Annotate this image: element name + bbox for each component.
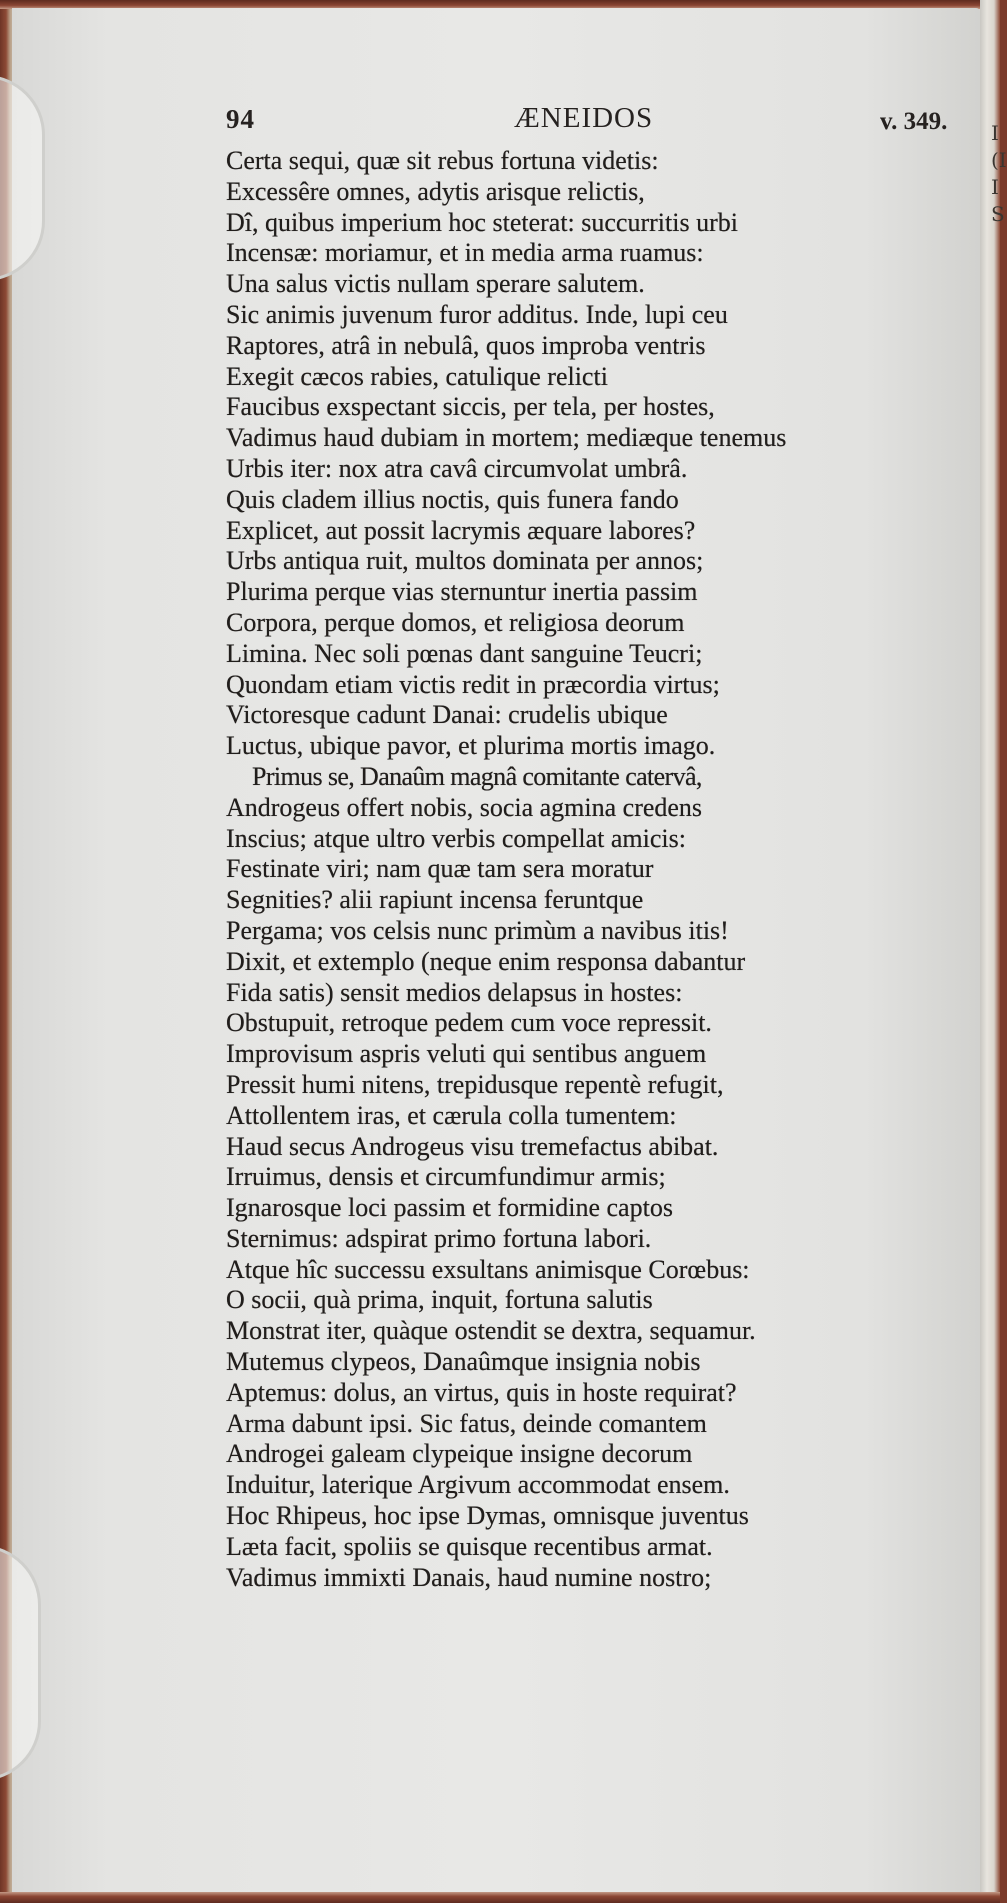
verse-line: O socii, quà prima, inquit, fortuna salutis [226,1285,653,1315]
verse-line: Androgei galeam clypeique insigne decorum [226,1439,693,1469]
verse-line: Attollentem iras, et cærula colla tumentem: [226,1100,677,1130]
binding-bottom [0,1892,1000,1903]
line-reference: v. 349. [880,108,948,135]
verse-line: Exegit cæcos rabies, catulique relicti [226,361,608,391]
verse-line: Androgeus offert nobis, socia agmina credens [226,792,703,822]
verse-line: Explicet, aut possit lacrymis æquare labores? [226,515,696,545]
verse-line: Monstrat iter, quàque ostendit se dextra, sequamur. [226,1316,756,1346]
verse-block [226,146,966,1593]
verse-line: Raptores, atrâ in nebulâ, quos improba ventris [226,330,706,360]
verse-line: Sic animis juvenum furor additus. Inde, lupi ceu [226,299,728,329]
verse-line: Aptemus: dolus, an virtus, quis in hoste requirat? [226,1377,737,1407]
verse-line: Certa sequi, quæ sit rebus fortuna videtis: [226,146,659,175]
verse-line: Improvisum aspris veluti qui sentibus anguem [226,1039,707,1069]
verse-line: Pressit humi nitens, trepidusque repentè refugit, [226,1069,724,1099]
verse-line: Festinate viri; nam quæ tam sera moratur [226,854,654,884]
verse-line: Luctus, ubique pavor, et plurima mortis imago. [226,731,716,761]
verse-line: Quondam etiam victis redit in præcordia virtus; [226,669,720,699]
verse-line: Ignarosque loci passim et formidine captos [226,1193,673,1223]
verse-line: Atque hîc successu exsultans animisque Corœbus: [226,1254,750,1284]
verse-line: Induitur, laterique Argivum accommodat ensem. [226,1470,730,1500]
verse-line: Mutemus clypeos, Danaûmque insignia nobis [226,1347,701,1377]
page-header [226,98,966,138]
verse-line: Vadimus immixti Danais, haud numine nostro; [226,1562,712,1592]
verse-line: Victoresque cadunt Danai: crudelis ubique [226,700,668,730]
verse-line: Obstupuit, retroque pedem cum voce repressit. [226,1008,712,1038]
verse-line: Plurima perque vias sternuntur inertia passim [226,577,698,607]
verse-line: Læta facit, spoliis se quisque recentibus armat. [226,1531,713,1561]
verse-line: Dî, quibus imperium hoc steterat: succurritis urbi [226,207,738,237]
running-title: ÆNEIDOS [514,102,654,134]
verse-line: Irruimus, densis et circumfundimur armis; [226,1162,666,1192]
next-page-edge-text: I (I I S [991,121,1007,226]
verse-line: Sternimus: adspirat primo fortuna labori. [226,1223,652,1253]
verse-line: Una salus victis nullam sperare salutem. [226,269,645,299]
verse-line: Dixit, et extemplo (neque enim responsa dabantur [226,946,746,976]
next-page-edge [980,0,1007,1903]
verse-line: Fida satis) sensit medios delapsus in hostes: [226,977,683,1007]
verse-line: Excessêre omnes, adytis arisque relictis, [226,176,645,206]
verse-line: Faucibus exspectant siccis, per tela, per hostes, [226,392,715,422]
thumb-bottom-left [0,1545,41,1781]
verse-line: Primus se, Danaûm magnâ comitante catervâ, [252,761,702,791]
verse-line: Quis cladem illius noctis, quis funera fando [226,484,679,514]
verse-line: Segnities? alii rapiunt incensa feruntque [226,885,644,915]
verse-line: Limina. Nec soli pœnas dant sanguine Teucri; [226,638,703,668]
verse-line: Inscius; atque ultro verbis compellat amicis: [226,823,686,853]
verse-line: Urbis iter: nox atra cavâ circumvolat umbrâ. [226,453,688,483]
page-number: 94 [226,104,255,134]
verse-line: Pergama; vos celsis nunc primùm a navibus itis! [226,915,729,945]
verse-line: Arma dabunt ipsi. Sic fatus, deinde comantem [226,1408,707,1438]
verse-line: Haud secus Androgeus visu tremefactus abibat. [226,1131,719,1161]
verse-line: Vadimus haud dubiam in mortem; mediæque tenemus [226,423,787,453]
verse-line: Hoc Rhipeus, hoc ipse Dymas, omnisque juventus [226,1501,749,1531]
verse-line: Incensæ: moriamur, et in media arma ruamus: [226,238,704,268]
verse-line: Corpora, perque domos, et religiosa deorum [226,607,685,637]
verse-line: Urbs antiqua ruit, multos dominata per annos; [226,546,704,576]
